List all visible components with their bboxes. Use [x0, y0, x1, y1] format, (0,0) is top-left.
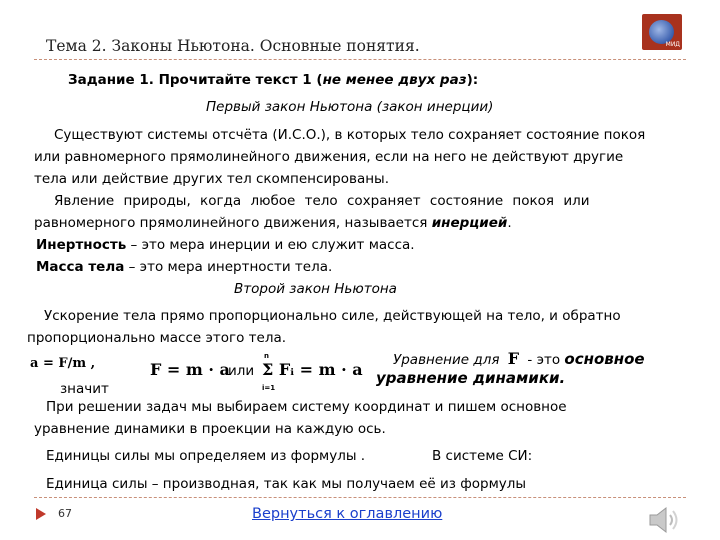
law1-line3: тела или действие других тел скомпенсированы.: [34, 171, 389, 187]
footer-divider: [34, 497, 686, 498]
law1-heading: Первый закон Ньютона (закон инерции): [206, 99, 494, 115]
law2-line2: пропорционально массе этого тела.: [27, 330, 287, 346]
law1-line2: или равномерного прямолинейного движения, если на него не действуют другие: [34, 149, 624, 165]
sum-upper-limit: n: [264, 352, 269, 360]
force-symbol: F: [507, 349, 520, 368]
law1-line5: равномерного прямолинейного движения, называется инерцией.: [34, 215, 512, 231]
equation-main-line2: уравнение динамики.: [376, 369, 566, 387]
law2-line5b: В системе СИ:: [432, 448, 533, 464]
formula-sum-forces: Σ Fᵢ = m · a: [262, 360, 363, 379]
back-to-contents-link[interactable]: Вернуться к оглавлению: [252, 506, 443, 522]
law2-line3: При решении задач мы выбираем систему координат и пишем основное: [46, 399, 567, 415]
arrow-right-icon: [36, 508, 46, 520]
sum-lower-limit: i=1: [262, 384, 276, 392]
law2-line1: Ускорение тела прямо пропорционально силе, действующей на тело, и обратно: [44, 308, 621, 324]
speaker-svg: [646, 504, 686, 536]
speaker-icon[interactable]: [646, 504, 686, 536]
law1-line7: Масса тела – это мера инертности тела.: [36, 259, 333, 275]
znachit-label: значит: [60, 381, 109, 397]
law1-line1: Существуют системы отсчёта (И.С.О.), в которых тело сохраняет состояние покоя: [54, 127, 646, 143]
formula-acceleration: a = F/m ,: [30, 356, 96, 371]
logo-text: МИД: [665, 41, 680, 48]
header-divider: [34, 59, 686, 60]
law2-line6: Единица силы – производная, так как мы получаем её из формулы: [46, 476, 527, 492]
page-title: Тема 2. Законы Ньютона. Основные понятия.: [46, 37, 420, 55]
page-number: 67: [58, 507, 72, 520]
law1-line4: Явление природы, когда любое тело сохраняет состояние покоя или: [54, 193, 590, 209]
task-instruction: Задание 1. Прочитайте текст 1 (не менее двух раз):: [68, 72, 479, 88]
formula-or: или: [228, 363, 255, 379]
law2-heading: Второй закон Ньютона: [234, 281, 397, 297]
law1-line6: Инертность – это мера инерции и ею служит масса.: [36, 237, 415, 253]
formula-newton2: F = m · a: [150, 360, 230, 379]
law2-line5: Единицы силы мы определяем из формулы .: [46, 448, 366, 464]
equation-label: Уравнение для F - это основное: [393, 349, 645, 368]
logo: [642, 14, 682, 50]
law2-line4: уравнение динамики в проекции на каждую ось.: [34, 421, 386, 437]
